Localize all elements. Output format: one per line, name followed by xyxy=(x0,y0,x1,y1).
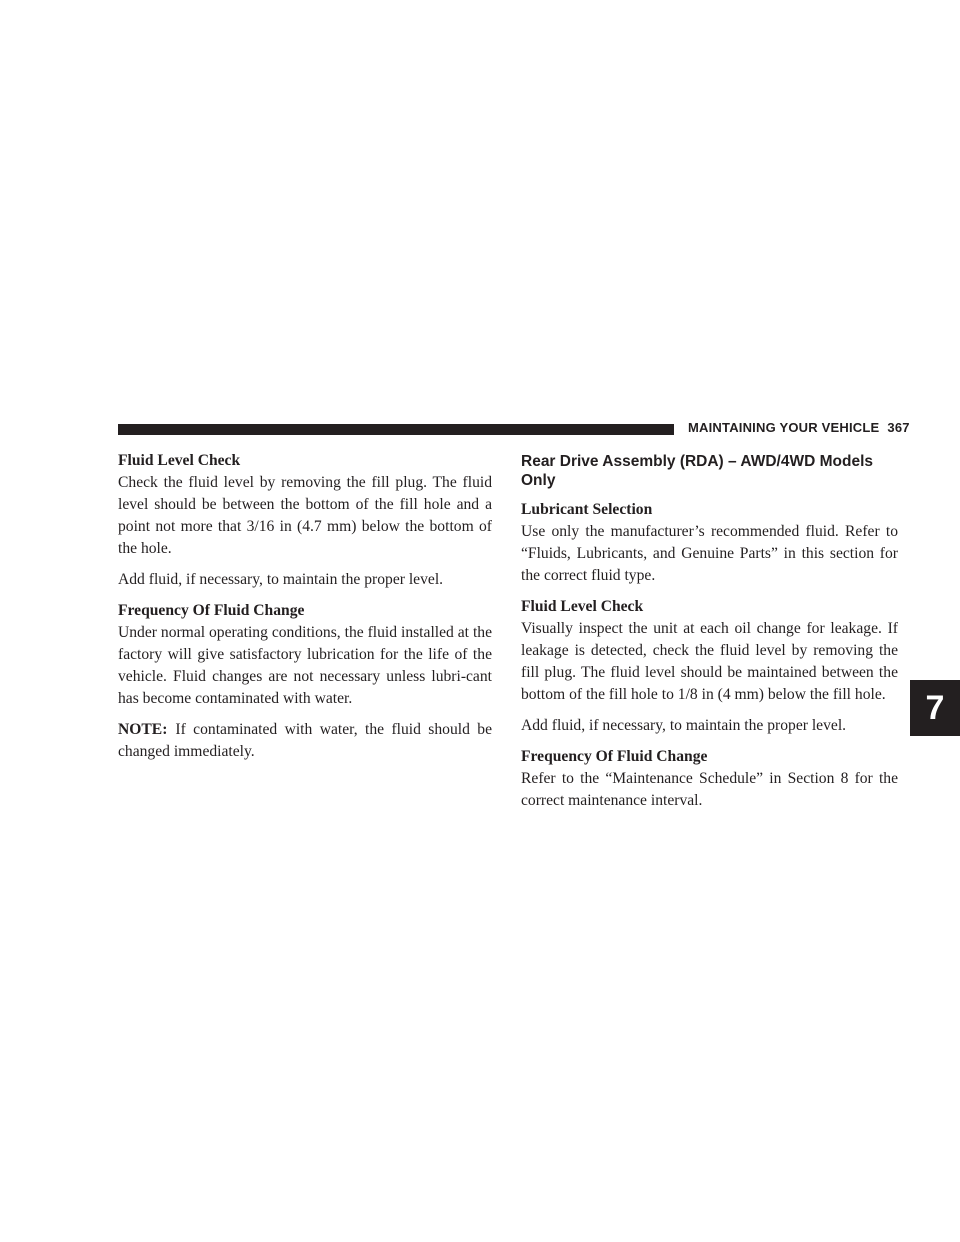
fluid-level-check-text: Check the fluid level by removing the fill plug. The fluid level should be between the bottom of the fill hole and a point not more that 3/16 in (4.7 mm) below the bottom of the hole. xyxy=(118,474,492,557)
right-column xyxy=(521,450,898,821)
rda-section-heading: Rear Drive Assembly (RDA) – AWD/4WD Models Only xyxy=(521,453,873,489)
lubricant-selection-text: Use only the manufacturer’s recommended fluid. Refer to “Fluids, Lubricants, and Genuine Parts” in this section for the correct fluid type. xyxy=(521,523,898,584)
add-fluid-text: Add fluid, if necessary, to maintain the proper level. xyxy=(118,571,444,588)
page-number: 367 xyxy=(887,420,910,435)
header-rule xyxy=(118,424,674,435)
frequency-text: Under normal operating conditions, the fluid installed at the factory will give satisfactory lubrication for the life of the vehicle. Fluid changes are not necessary unless lubri-cant has become contaminated with water. xyxy=(118,624,492,707)
fluid-level-check-heading: Fluid Level Check xyxy=(118,452,241,469)
note xyxy=(118,719,492,763)
rda-fluid-level-check-text: Visually inspect the unit at each oil change for leakage. If leakage is detected, check the fluid level by removing the fill plug. The fluid level should be maintained between the bottom of the fill hole to 1/8 in (4 mm) below the fill hole. xyxy=(521,620,898,703)
lubricant-selection-heading: Lubricant Selection xyxy=(521,501,653,518)
section-title: MAINTAINING YOUR VEHICLE xyxy=(688,420,880,435)
frequency-heading: Frequency Of Fluid Change xyxy=(118,602,305,619)
rda-add-fluid-text: Add fluid, if necessary, to maintain the proper level. xyxy=(521,717,847,734)
rda-frequency-heading: Frequency Of Fluid Change xyxy=(521,748,708,765)
section-tab: 7 xyxy=(910,680,960,736)
note-label: NOTE: xyxy=(118,721,168,738)
rda-fluid-level-check-heading: Fluid Level Check xyxy=(521,598,644,615)
left-column xyxy=(118,450,492,772)
running-header xyxy=(688,420,908,435)
note-text: If contaminated with water, the fluid should be changed immediately. xyxy=(118,721,492,760)
rda-frequency-text: Refer to the “Maintenance Schedule” in Section 8 for the correct maintenance interval. xyxy=(521,770,898,809)
